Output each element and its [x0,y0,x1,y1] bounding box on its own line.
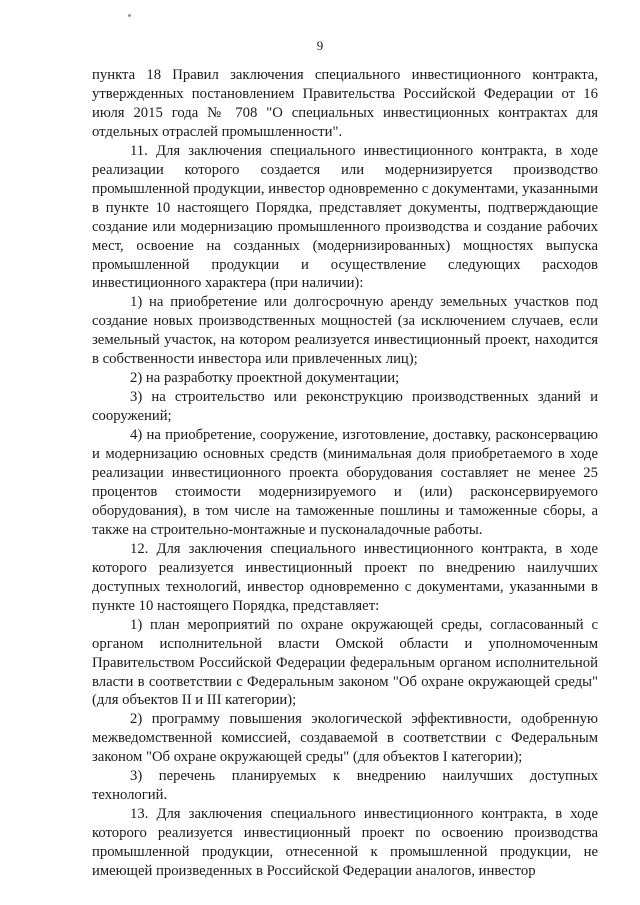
paragraph-item-12: 12. Для заключения специального инвестиционного контракта, в ходе которого реализуется инвестиционный проект по внедрению наилучших доступных технологий, инвестор одновременно с документами, указанными в пункте 10 настоящего Порядка, представляет: [92,540,598,614]
paragraph-12-subitem-2: 2) программу повышения экологической эффективности, одобренную межведомственной комиссией, создаваемой в соответствии с Федеральным законом "Об охране окружающей среды" (для объектов I категории); [92,711,598,766]
paragraph-item-13: 13. Для заключения специального инвестиционного контракта, в ходе которого реализуется инвестиционный проект по освоению производства промышленной продукции, отнесенной к промышленной продукции, не имеющей произведенных в Российской Федерации аналогов, инвестор [92,806,598,880]
document-body [92,66,598,881]
paragraph-12-subitem-1: 1) план мероприятий по охране окружающей среды, согласованный с органом исполнительной власти Омской области и уполномоченным Правительством Российской Федерации федеральным органом исполнительной власти в соответствии с Федеральным законом "Об охране окружающей среды" (для объектов II и III категории); [92,616,598,709]
paragraph-11-subitem-1: 1) на приобретение или долгосрочную аренду земельных участков под создание новых производственных мощностей (за исключением случаев, если земельный участок, на котором реализуется инвестиционный проект, находится в собственности инвестора или привлеченных лиц); [92,294,598,368]
paragraph-12-subitem-3: 3) перечень планируемых к внедрению наилучших доступных технологий. [92,768,598,804]
paragraph-item-11: 11. Для заключения специального инвестиционного контракта, в ходе реализации которого создается или модернизируется производство промышленной продукции, инвестор одновременно с документами, указанными в пункте 10 настоящего Порядка, представляет документы, подтверждающие создание или модернизацию промышленного производства и создание рабочих мест, освоение на созданных (модернизированных) мощностях выпуска промышленной продукции и осуществление следующих расходов инвестиционного характера (при наличии): [92,142,598,292]
page-number: 9 [316,38,324,53]
paragraph-11-subitem-2: 2) на разработку проектной документации; [130,370,400,387]
paragraph-11-subitem-4: 4) на приобретение, сооружение, изготовление, доставку, расконсервацию и модернизацию основных средств (минимальная доля приобретаемого в ходе реализации инвестиционного проекта оборудования составляет не менее 25 процентов стоимости модернизируемого и (или) расконсервируемого оборудования), в том числе на таможенные пошлины и таможенные сборы, а также на строительно-монтажные и пусконаладочные работы. [92,427,598,538]
paragraph-continuation: пункта 18 Правил заключения специального инвестиционного контракта, утвержденных постановлением Правительства Российской Федерации от 16 июля 2015 года № 708 "О специальных инвестиционных контрактах для отдельных отраслей промышленности". [92,67,598,140]
paragraph-11-subitem-3: 3) на строительство или реконструкцию производственных зданий и сооружений; [92,389,598,425]
scan-dot [128,14,131,17]
